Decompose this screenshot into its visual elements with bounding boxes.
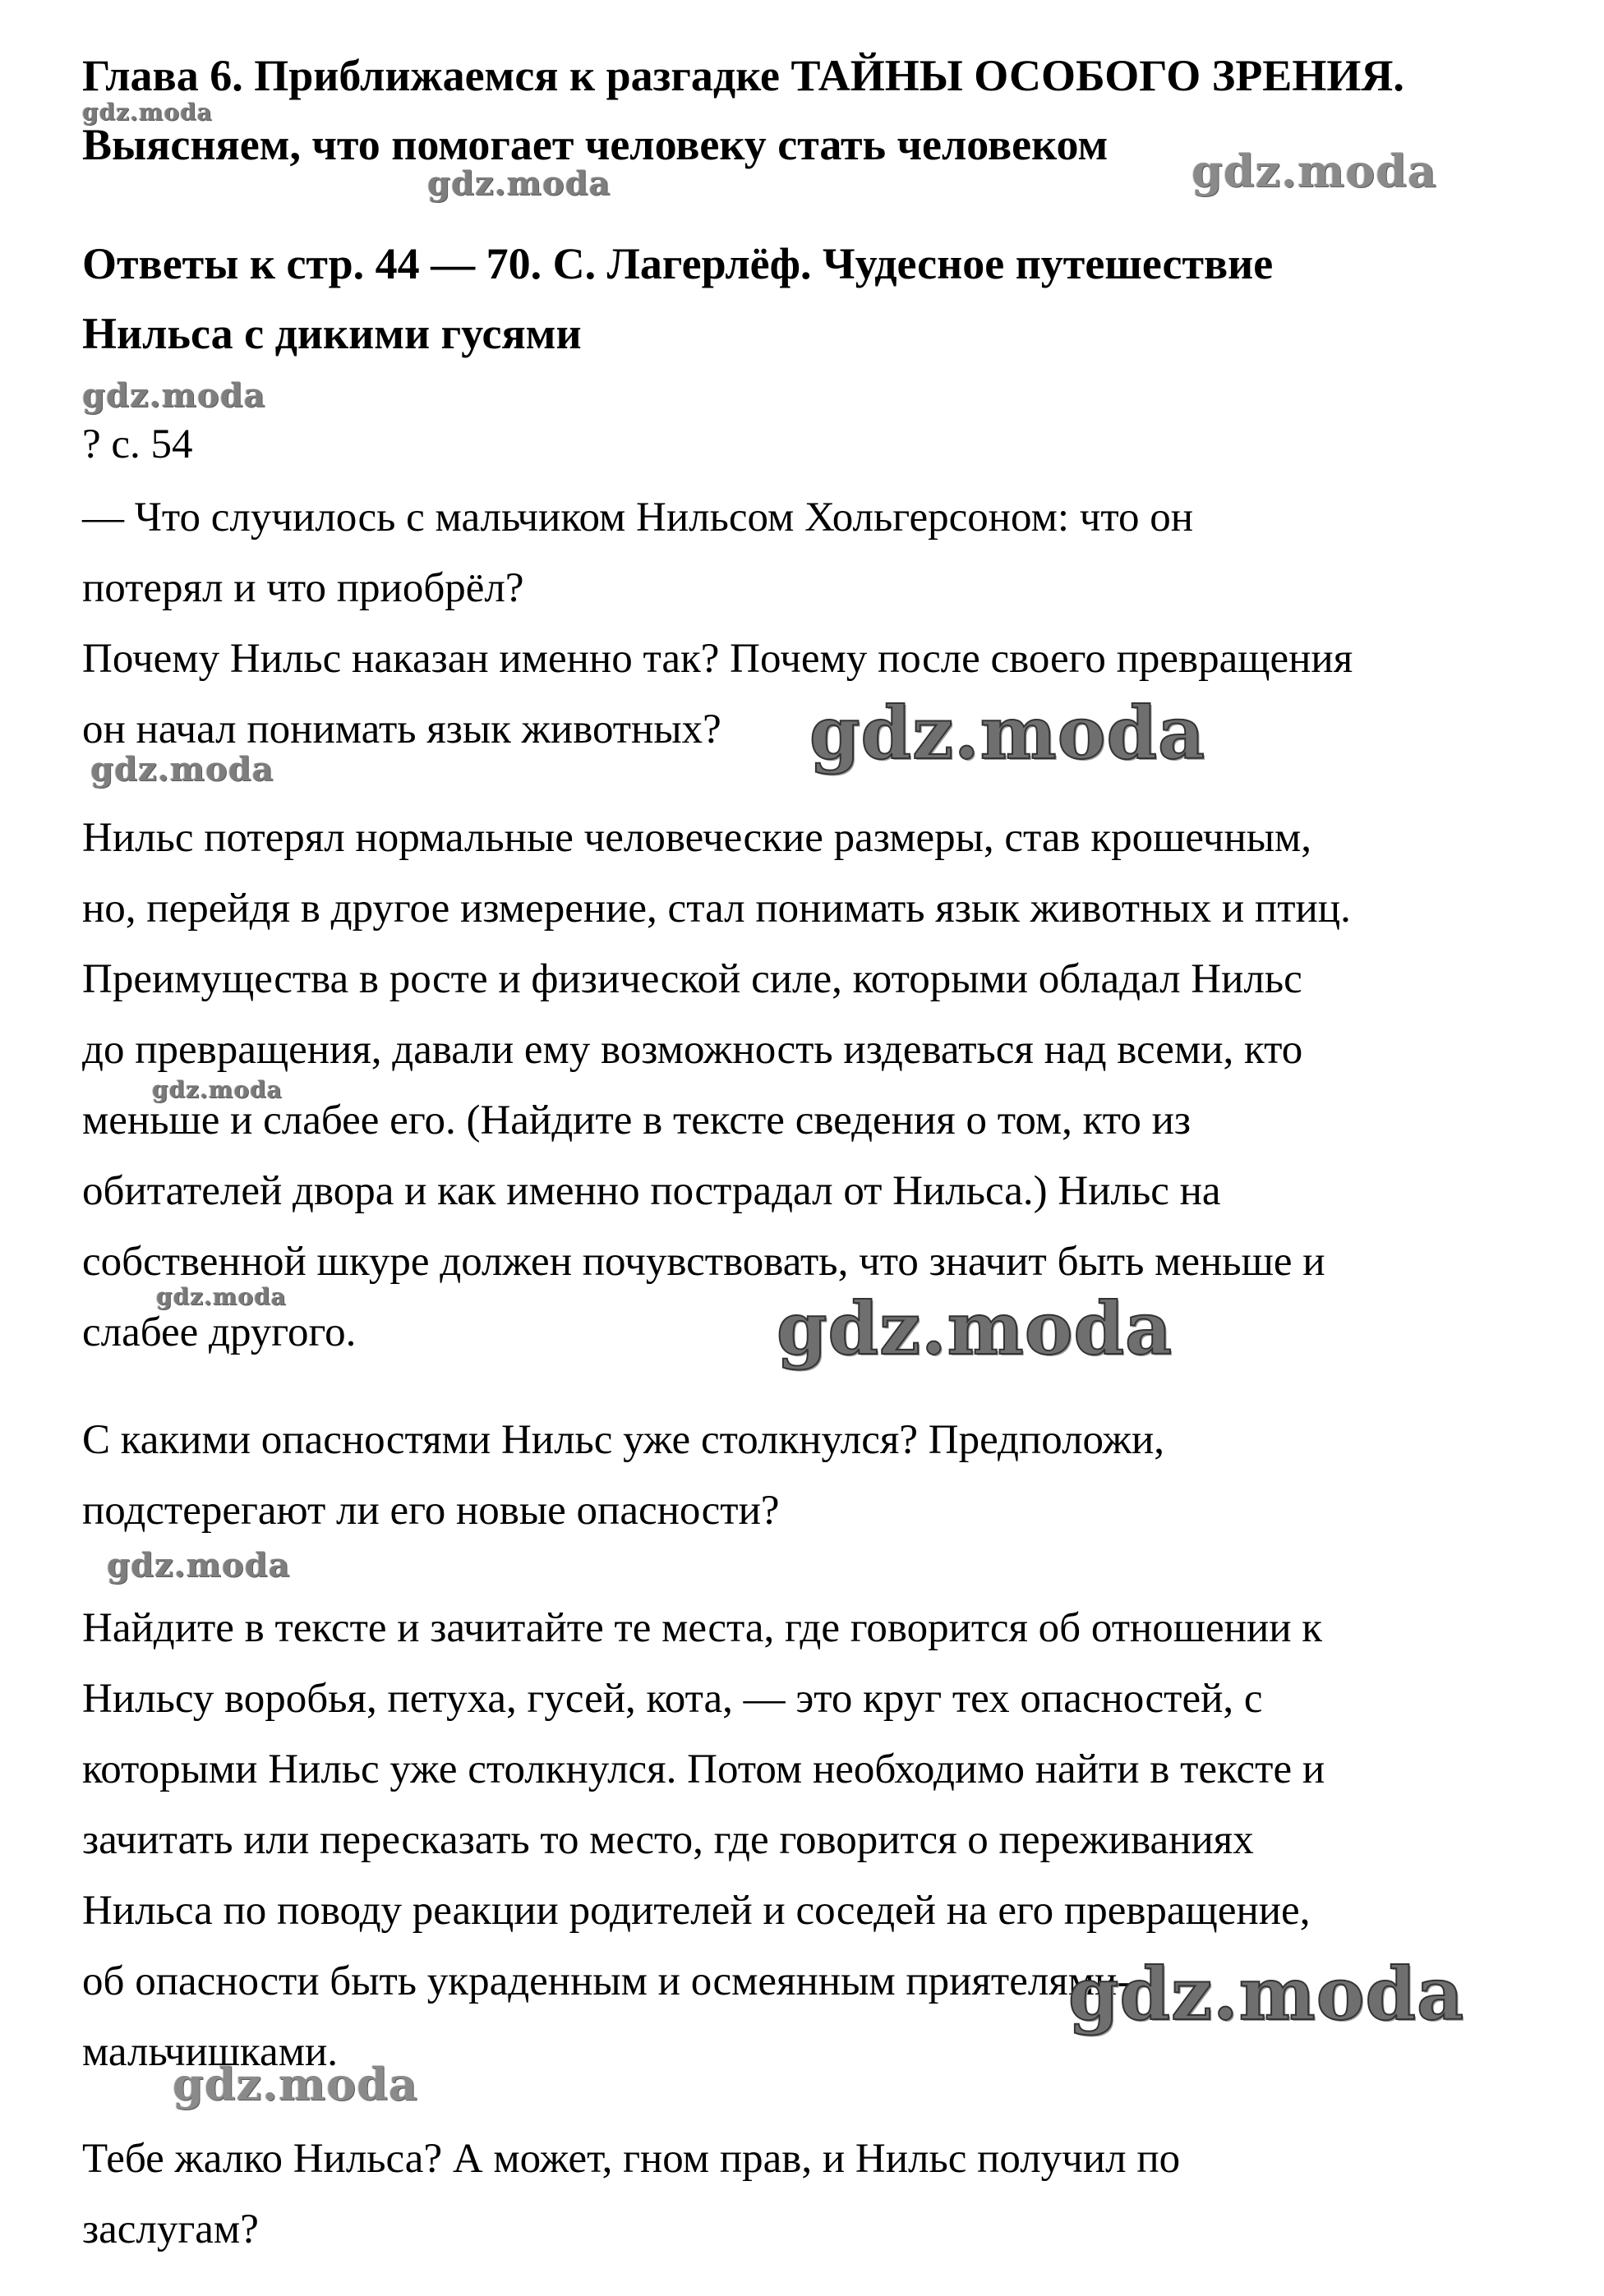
answer-2-line-2: Нильсу воробья, петуха, гусей, кота, — это круг тех опасностей, с — [82, 1676, 1263, 1722]
answer-1-line-2: но, перейдя в другое измерение, стал понимать язык животных и птиц. — [82, 886, 1351, 932]
chapter-title-line-1: Глава 6. Приближаемся к разгадке ТАЙНЫ ОСОБОГО ЗРЕНИЯ. — [82, 51, 1404, 100]
question-3-line-2: заслугам? — [82, 2206, 259, 2252]
answer-1-line-3: Преимущества в росте и физической силе, которыми обладал Нильс — [82, 956, 1302, 1002]
answer-1-line-1: Нильс потерял нормальные человеческие размеры, став крошечным, — [82, 815, 1312, 861]
answer-1-line-5: меньше и слабее его. (Найдите в тексте сведения о том, кто из — [82, 1097, 1191, 1143]
watermark: gdz.moda — [156, 1283, 287, 1310]
answer-2-line-1: Найдите в тексте и зачитайте те места, где говорится об отношении к — [82, 1605, 1323, 1651]
watermark: gdz.moda — [173, 2058, 418, 2110]
question-1-line-1: — Что случилось с мальчиком Нильсом Хольгерсоном: что он — [82, 495, 1194, 541]
answer-2-line-7: мальчишками. — [82, 2029, 339, 2075]
question-1-line-2: потерял и что приобрёл? — [82, 565, 524, 611]
question-2-line-1: С какими опасностями Нильс уже столкнулся? Предположи, — [82, 1417, 1165, 1463]
watermark: gdz.moda — [107, 1546, 291, 1585]
answer-2-line-6: об опасности быть украденным и осмеянным приятелями- — [82, 1958, 1132, 2004]
answer-1-line-8: слабее другого. — [82, 1309, 357, 1355]
watermark: gdz.moda — [809, 690, 1206, 775]
watermark: gdz.moda — [777, 1286, 1173, 1371]
watermark: gdz.moda — [1068, 1951, 1465, 2036]
answer-2-line-3: которыми Нильс уже столкнулся. Потом необходимо найти в тексте и — [82, 1746, 1325, 1792]
watermark: gdz.moda — [427, 164, 611, 203]
answer-1-line-7: собственной шкуре должен почувствовать, что значит быть меньше и — [82, 1239, 1325, 1285]
answers-title-line-1: Ответы к стр. 44 — 70. С. Лагерлёф. Чудесное путешествие — [82, 239, 1274, 288]
chapter-title-line-2: Выясняем, что помогает человеку стать человеком — [82, 120, 1109, 169]
answers-title-line-2: Нильса с дикими гусями — [82, 309, 582, 358]
answer-1-line-4: до превращения, давали ему возможность издеваться над всеми, кто — [82, 1027, 1303, 1073]
page-reference: ? с. 54 — [82, 421, 193, 467]
watermark: gdz.moda — [82, 376, 266, 415]
question-3-line-1: Тебе жалко Нильса? А может, гном прав, и Нильс получил по — [82, 2136, 1181, 2182]
watermark: gdz.moda — [90, 750, 274, 789]
watermark: gdz.moda — [1191, 145, 1437, 197]
question-1-line-4: он начал понимать язык животных? — [82, 706, 721, 752]
watermark: gdz.moda — [82, 99, 213, 126]
answer-2-line-4: зачитать или пересказать то место, где говорится о переживаниях — [82, 1817, 1254, 1863]
answer-1-line-6: обитателей двора и как именно пострадал от Нильса.) Нильс на — [82, 1168, 1221, 1214]
question-1-line-3: Почему Нильс наказан именно так? Почему после своего превращения — [82, 636, 1353, 682]
watermark: gdz.moda — [152, 1076, 283, 1103]
answer-2-line-5: Нильса по поводу реакции родителей и соседей на его превращение, — [82, 1888, 1311, 1934]
question-2-line-2: подстерегают ли его новые опасности? — [82, 1488, 780, 1534]
